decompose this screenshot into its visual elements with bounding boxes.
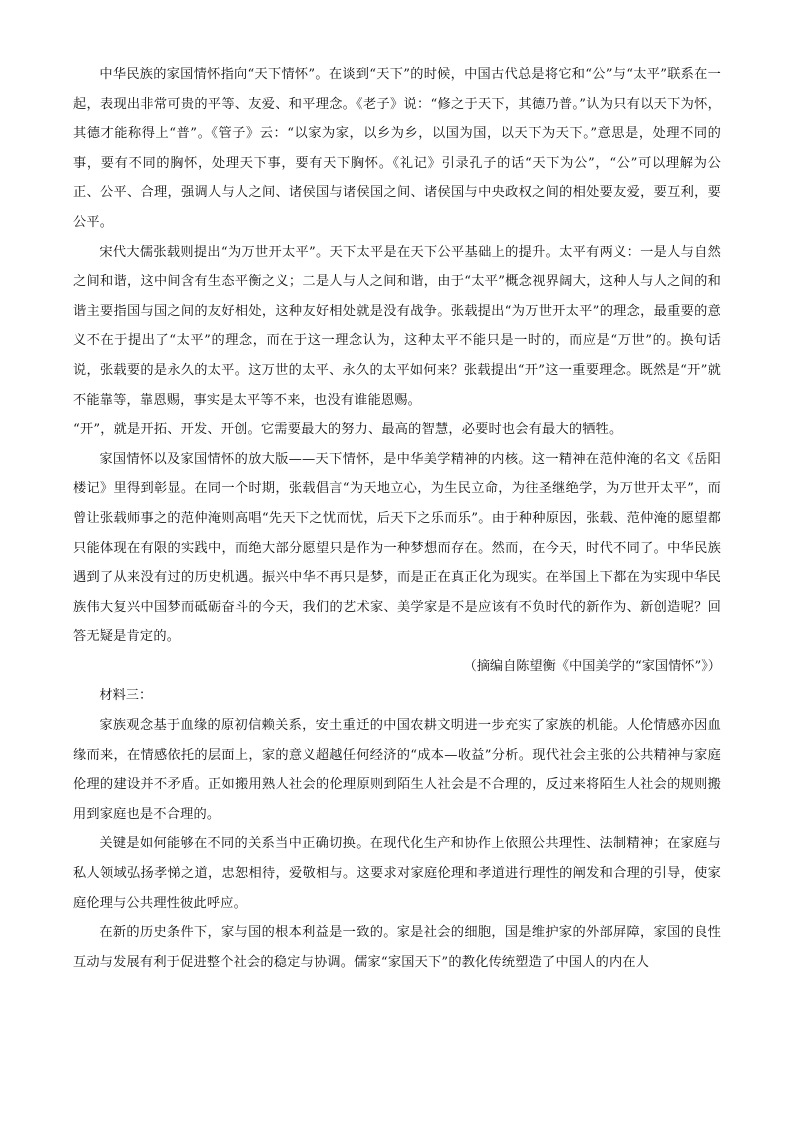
paragraph-zhangzai-taiping: 宋代大儒张载则提出“为万世开太平”。天下太平是在天下公平基础上的提升。太平有两义：一是人与自然之间和谐，这中间含有生态平衡之义；二是人与人之间和谐，由于“太平”概念视界阔大，这种人与人之间的和谐主要指国与国之间的友好相处，这种友好相处就是没有战争。张载提出“为万世开太平”的理念，最重要的意义不在于提出了“太平”的理念，而在于这一理念认为，这种太平不能只是一时的，而应是“万世”的。换句话说，张载要的是永久的太平。这万世的太平、永久的太平如何来？张载提出“开”这一重要理念。既然是“开”就不能靠等，靠恩赐，事实是太平等不来，也没有谁能恩赐。: [73, 244, 721, 408]
material-paragraph-family-concept: 家族观念基于血缘的原初信赖关系，安土重迁的中国农耕文明进一步充实了家族的机能。人伦情感亦因血缘而来，在情感依托的层面上，家的意义超越任何经济的“成本—收益”分析。现代社会主张的公共精神与家庭伦理的建设并不矛盾。正如搬用熟人社会的伦理原则到陌生人社会是不合理的，反过来将陌生人社会的规则搬用到家庭也是不合理的。: [73, 718, 721, 822]
material-three-label: 材料三：: [99, 688, 153, 704]
paragraph-aesthetic-spirit: 家国情怀以及家国情怀的放大版——天下情怀，是中华美学精神的内核。这一精神在范仲淹的名文《岳阳楼记》里得到彰显。在同一个时期，张载倡言“为天地立心，为生民立命，为往圣继绝学，为万世开太平”，而曾让张载师事之的范仲淹则高唱“先天下之忧而忧，后天下之乐而乐”。由于种种原因，张载、范仲淹的愿望都只能体现在有限的实践中，而绝大部分愿望只是作为一种梦想而存在。然而，在今天，时代不同了。中华民族遇到了从来没有过的历史机遇。振兴中华不再只是梦，而是正在真正化为现实。在举国上下都在为实现中华民族伟大复兴中国梦而砥砺奋斗的今天，我们的艺术家、美学家是不是应该有不负时代的新作为、新创造呢？回答无疑是肯定的。: [73, 451, 721, 645]
material-paragraph-family-state: 在新的历史条件下，家与国的根本利益是一致的。家是社会的细胞，国是维护家的外部屏障，家国的良性互动与发展有利于促进整个社会的稳定与协调。儒家“家国天下”的教化传统塑造了中国人的内在人: [73, 925, 721, 970]
paragraph-kai-meaning: “开”，就是开拓、开发、开创。它需要最大的努力、最高的智慧，必要时也会有最大的牺牲。: [73, 422, 623, 438]
paragraph-tianxia-qinghuai: 中华民族的家国情怀指向“天下情怀”。在谈到“天下”的时候，中国古代总是将它和“公”与“太平”联系在一起，表现出非常可贵的平等、友爱、和平理念。《老子》说：“修之于天下，其德乃普。”认为只有以天下为怀，其德才能称得上“普”。《管子》云：“以家为家，以乡为乡，以国为国，以天下为天下。”意思是，处理不同的事，要有不同的胸怀，处理天下事，要有天下胸怀。《礼记》引录孔子的话“天下为公”，“公”可以理解为公正、公平、合理，强调人与人之间、诸侯国与诸侯国之间、诸侯国与中央政权之间的相处要友爱，要互利，要公平。: [73, 67, 721, 230]
source-citation: （摘编自陈望衡《中国美学的“家国情怀”》）: [463, 658, 721, 674]
document-page: [73, 60, 721, 977]
material-paragraph-switching: 关键是如何能够在不同的关系当中正确切换。在现代化生产和协作上依照公共理性、法制精神；在家庭与私人领域弘扬孝悌之道，忠恕相待，爱敬相与。这要求对家庭伦理和孝道进行理性的阐发和合理的引导，使家庭伦理与公共理性彼此呼应。: [73, 836, 721, 911]
